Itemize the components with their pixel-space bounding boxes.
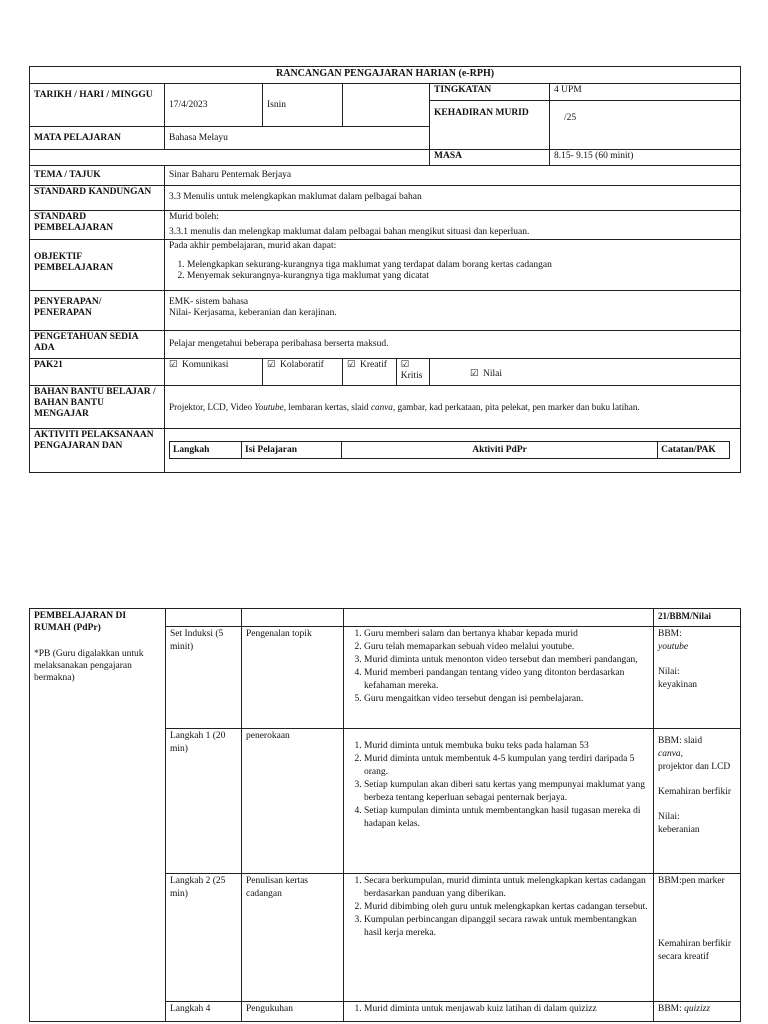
bbm-text: canva (370, 401, 393, 412)
aktiviti-item: 1. Secara berkumpulan, murid diminta untuk melengkapkan kertas cadangan berdasarkan panduan yang diberikan. (364, 875, 649, 901)
catatan-text: youtube (658, 642, 689, 652)
catatan-text: Kemahiran berfikir (658, 787, 732, 797)
sp-line1: Murid boleh: (169, 212, 219, 222)
pak21-item (263, 359, 343, 386)
step-isi: Pengukuhan (242, 1002, 344, 1022)
step-catatan (654, 627, 741, 729)
step-isi: Pengenalan topik (242, 627, 344, 729)
pak21-item-label: Nilai (483, 369, 502, 379)
penyerapan-line2: Nilai- Kerjasama, keberanian dan kerajinan. (169, 308, 337, 318)
bbm-text: Youtube (254, 401, 284, 412)
bbm-text: , gambar, kad perkataan, pita pelekat, pen marker dan buku latihan. (392, 401, 640, 412)
pak21-item-label: Komunikasi (182, 360, 229, 370)
catatan-text: Nilai: (658, 812, 680, 822)
tema-label: TEMA / TAJUK (30, 166, 165, 186)
col-aktiviti: Aktiviti PdPr (342, 442, 658, 459)
step-langkah: Langkah 2 (25 min) (166, 874, 242, 1002)
pdpr-note: *PB (Guru digalakkan untuk melaksanakan pengajaran bermakna) (34, 649, 144, 683)
pak21-item-label: Kolaboratif (280, 360, 324, 370)
mata-label: MATA PELAJARAN (30, 127, 165, 150)
objektif-value (165, 240, 741, 291)
header-blank (242, 609, 344, 627)
step-aktiviti (344, 729, 654, 874)
bbm-label: BAHAN BANTU BELAJAR / BAHAN BANTU MENGAJAR (30, 386, 165, 429)
date-value: 17/4/2023 (165, 84, 263, 127)
catatan-text: BBM: (658, 1004, 682, 1014)
objektif-intro: Pada akhir pembelajaran, murid akan dapat: (169, 241, 337, 251)
objektif-item: 2. Menyemak sekurangnya-kurangnya tiga maklumat yang dicatat (187, 271, 736, 282)
objektif-item: 1. Melengkapkan sekurang-kurangnya tiga maklumat yang terdapat dalam borang kertas cadangan (187, 260, 736, 271)
step-langkah: Langkah 4 (166, 1002, 242, 1022)
aktiviti-item: 5. Guru mengaitkan video tersebut dengan isi pembelajaran. (364, 693, 649, 706)
mata-value: Bahasa Melayu (165, 127, 430, 150)
checkbox-checked-icon: ☑ (400, 360, 410, 370)
catatan-text: Kemahiran berfikir secara kreatif (658, 939, 732, 962)
document-title: RANCANGAN PENGAJARAN HARIAN (e-RPH) (30, 67, 741, 84)
step-isi: Penulisan kertas cadangan (242, 874, 344, 1002)
sp-value (165, 211, 741, 240)
sp-line2: 3.3.1 menulis dan melengkap maklumat dalam pelbagai bahan mengikut situasi dan keperluan. (169, 227, 530, 237)
step-aktiviti (344, 874, 654, 1002)
pdpr-table (29, 608, 741, 1022)
header-blank (166, 609, 242, 627)
checkbox-checked-icon: ☑ (347, 360, 356, 370)
aktiviti-item: 4. Setiap kumpulan diminta untuk membentangkan hasil tugasan mereka di hadapan kelas. (364, 805, 649, 831)
step-catatan (654, 1002, 741, 1022)
tingkatan-label: TINGKATAN (430, 84, 550, 101)
step-langkah: Set Induksi (5 minit) (166, 627, 242, 729)
bbm-value (165, 386, 741, 429)
aktiviti-item: 4. Murid memberi pandangan tentang video yang ditonton berdasarkan kefahaman mereka. (364, 667, 649, 693)
checkbox-checked-icon: ☑ (470, 369, 479, 379)
rph-table (29, 66, 741, 473)
catatan-text: Nilai: (658, 667, 680, 677)
aktiviti-item: 1. Murid diminta untuk membuka buku teks pada halaman 53 (364, 740, 649, 753)
aktiviti-item: 3. Kumpulan perbincangan dipanggil secara rawak untuk membentangkan hasil kerja mereka. (364, 914, 649, 940)
aktiviti-item: 2. Murid diminta untuk membentuk 4-5 kumpulan yang terdiri daripada 5 orang. (364, 753, 649, 779)
sp-label: STANDARD PEMBELAJARAN (30, 211, 165, 240)
masa-value: 8.15- 9.15 (60 minit) (550, 150, 741, 166)
checkbox-checked-icon: ☑ (169, 360, 178, 370)
pak21-item-label: Kreatif (360, 360, 387, 370)
aktiviti-item: 3. Setiap kumpulan akan diberi satu kertas yang mempunyai maklumat yang berbeza tentang keperluan sebagai penternak berjaya. (364, 779, 649, 805)
step-aktiviti (344, 627, 654, 729)
step-aktiviti (344, 1002, 654, 1022)
catatan-text: BBM: (658, 629, 682, 639)
catatan-text: BBM:pen marker (658, 876, 725, 886)
bbm-text: Projektor, LCD, Video (169, 401, 255, 412)
penyerapan-line1: EMK- sistem bahasa (169, 297, 249, 307)
aktiviti-item: 1. Guru memberi salam dan bertanya khabar kepada murid (364, 628, 649, 641)
aktiviti-item: 1. Murid diminta untuk menjawab kuiz latihan di dalam quizizz (364, 1003, 649, 1016)
kehadiran-label: KEHADIRAN MURID (430, 101, 550, 150)
sk-value: 3.3 Menulis untuk melengkapkan maklumat dalam pelbagai bahan (165, 186, 741, 211)
kehadiran-value: /25 (550, 101, 741, 150)
aktiviti-header-cell (165, 429, 741, 473)
aktiviti-item: 2. Guru telah memaparkan sebuah video melalui youtube. (364, 641, 649, 654)
col-isi: Isi Pelajaran (242, 442, 342, 459)
catatan-header: 21/BBM/Nilai (654, 609, 741, 627)
pak21-item-label: Kritis (400, 371, 423, 381)
aktiviti-header-table (169, 441, 730, 459)
step-isi: penerokaan (242, 729, 344, 874)
pak21-item (430, 359, 741, 386)
col-langkah: Langkah (170, 442, 242, 459)
pak21-label: PAK21 (30, 359, 165, 386)
tema-value: Sinar Baharu Penternak Berjaya (165, 166, 741, 186)
penyerapan-value (165, 291, 741, 331)
step-langkah: Langkah 1 (20 min) (166, 729, 242, 874)
objektif-label: OBJEKTIF PEMBELAJARAN (30, 240, 165, 291)
step-catatan (654, 729, 741, 874)
catatan-text: canva, (658, 749, 684, 759)
penyerapan-label: PENYERAPAN/ PENERAPAN (30, 291, 165, 331)
aktiviti-item: 3. Murid diminta untuk menonton video tersebut dan memberi pandangan, (364, 654, 649, 667)
catatan-text: projektor dan LCD (658, 762, 731, 772)
bbm-text: , lembaran kertas, slaid (283, 401, 371, 412)
week-value (343, 84, 430, 127)
catatan-text: BBM: slaid (658, 736, 703, 746)
pdpr-label-cell (30, 609, 166, 1022)
masa-label: MASA (430, 150, 550, 166)
checkbox-checked-icon: ☑ (267, 360, 276, 370)
day-value: Isnin (263, 84, 343, 127)
catatan-text: quizizz (684, 1004, 711, 1014)
pak21-item (165, 359, 263, 386)
catatan-text: keyakinan (658, 680, 698, 690)
sk-label: STANDARD KANDUNGAN (30, 186, 165, 211)
catatan-text: keberanian (658, 825, 700, 835)
pak21-item (343, 359, 430, 386)
col-catatan: Catatan/PAK (658, 442, 730, 459)
header-blank (344, 609, 654, 627)
aktiviti-item: 2. Murid dibimbing oleh guru untuk melengkapkan kertas cadangan tersebut. (364, 901, 649, 914)
aktiviti-label: AKTIVITI PELAKSANAAN PENGAJARAN DAN (30, 429, 165, 473)
tarikh-label: TARIKH / HARI / MINGGU (30, 84, 165, 127)
pengetahuan-label: PENGETAHUAN SEDIA ADA (30, 331, 165, 359)
blank-row (30, 150, 430, 166)
step-catatan (654, 874, 741, 1002)
tingkatan-value: 4 UPM (550, 84, 741, 101)
pdpr-label: PEMBELAJARAN DI RUMAH (PdPr) (34, 611, 127, 633)
pengetahuan-value: Pelajar mengetahui beberapa peribahasa berserta maksud. (165, 331, 741, 359)
